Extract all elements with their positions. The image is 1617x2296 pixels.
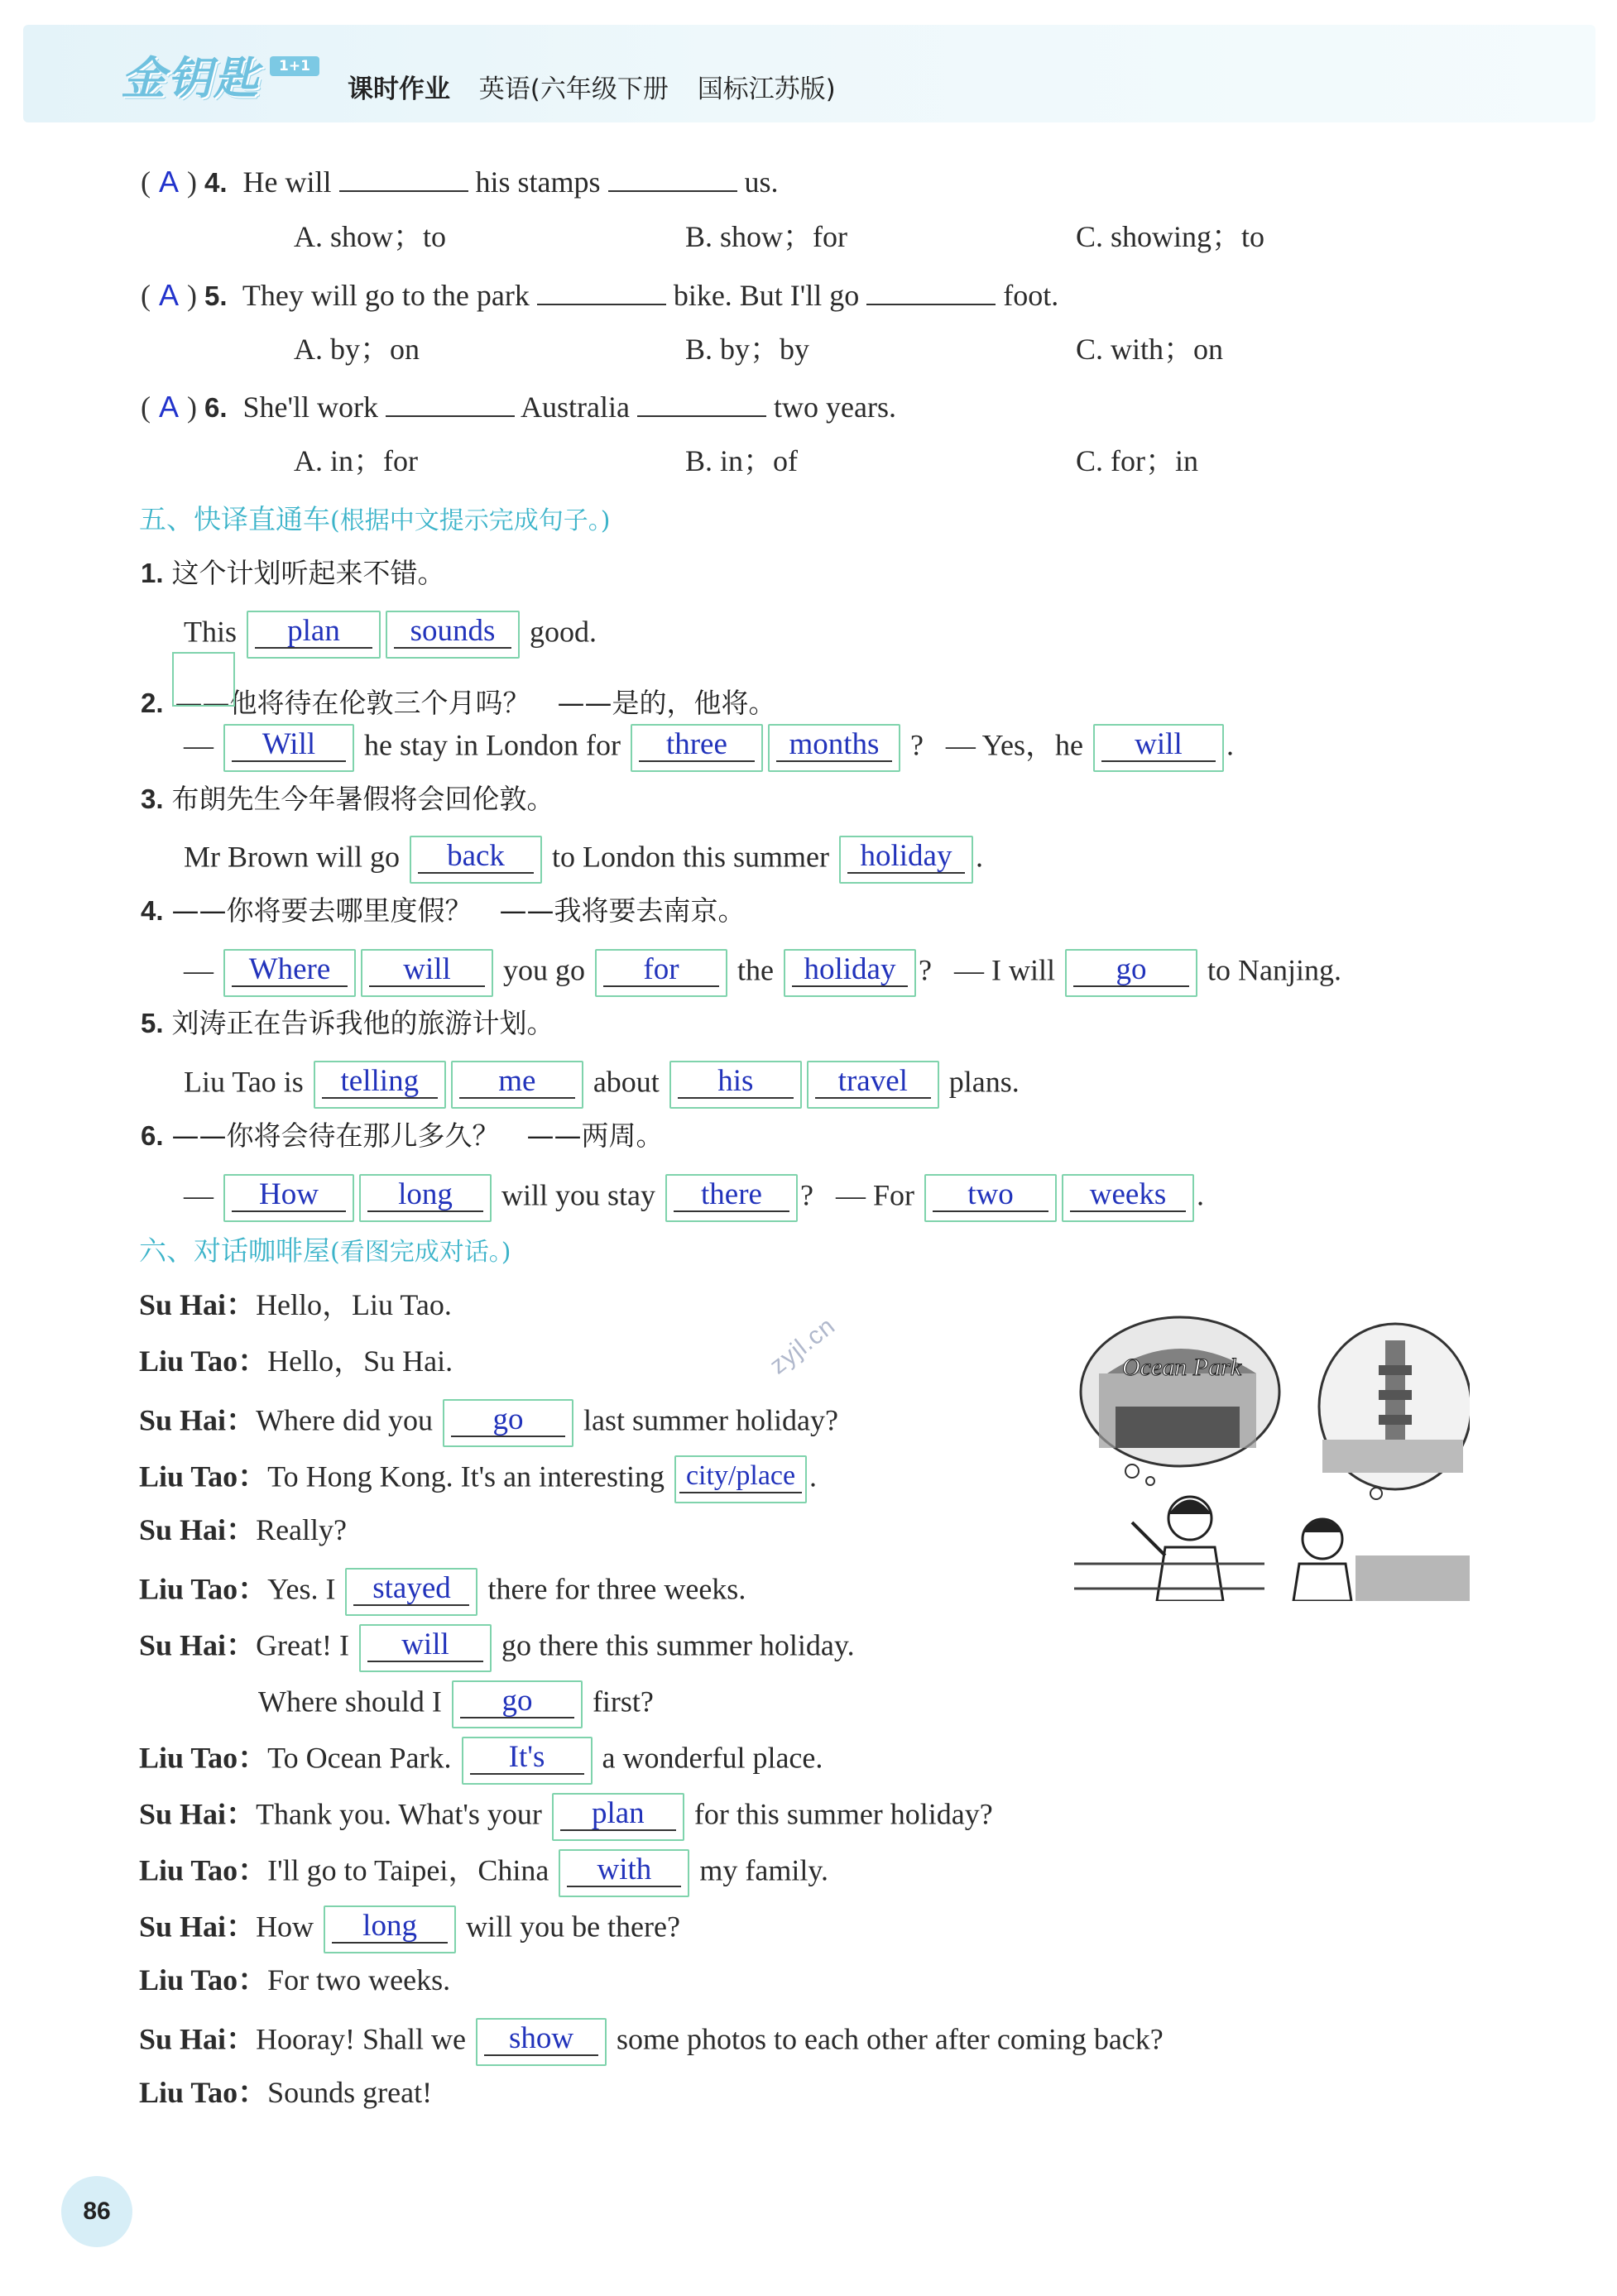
answer-box[interactable] bbox=[359, 1174, 492, 1222]
sentence-text: . bbox=[976, 840, 983, 874]
answer-box[interactable] bbox=[361, 949, 493, 997]
answer-text: there bbox=[674, 1179, 789, 1212]
answer-text: weeks bbox=[1070, 1179, 1186, 1212]
sentence-text: . bbox=[1197, 1178, 1204, 1212]
answer-box[interactable] bbox=[247, 611, 381, 659]
dialogue-line: Su Hai：Hooray! Shall we show some photos to each other after coming back? bbox=[139, 2018, 1164, 2066]
sentence-text: about bbox=[593, 1065, 660, 1099]
answer-text: show bbox=[484, 2023, 598, 2056]
answer-box[interactable] bbox=[223, 724, 354, 772]
answer-box[interactable] bbox=[314, 1061, 446, 1109]
question-number: 6. bbox=[204, 392, 228, 423]
paren-right: ) bbox=[187, 165, 197, 199]
answer-letter: A bbox=[158, 278, 179, 312]
sentence-text: he stay in London for bbox=[364, 728, 621, 762]
s5-item-2-prompt bbox=[141, 667, 776, 721]
blank-line bbox=[386, 387, 515, 417]
stem-text: foot. bbox=[1003, 279, 1059, 312]
dialogue-text: I'll go to Taipei，China bbox=[267, 1853, 549, 1887]
dialogue-line: Liu Tao：Yes. I stayed there for three weeks. bbox=[139, 1568, 746, 1616]
answer-box[interactable] bbox=[665, 1174, 798, 1222]
dialogue-text: How bbox=[256, 1910, 314, 1944]
option-b: B. in；of bbox=[685, 444, 799, 477]
answer-box[interactable] bbox=[784, 949, 916, 997]
answer-box[interactable] bbox=[631, 724, 763, 772]
sentence-text: plans. bbox=[948, 1065, 1020, 1099]
answer-text: his bbox=[678, 1066, 794, 1099]
sentence-text: Mr Brown will go bbox=[184, 840, 400, 874]
dialogue-text: some photos to each other after coming back? bbox=[617, 2022, 1164, 2056]
chinese-prompt: 刘涛正在告诉我他的旅游计划。 bbox=[171, 1007, 554, 1039]
dialogue-line: Liu Tao：Sounds great! bbox=[139, 2076, 433, 2109]
answer-box[interactable] bbox=[452, 1680, 583, 1728]
section-instructions: (根据中文提示完成句子。) bbox=[330, 506, 611, 535]
option-a: A. by；on bbox=[294, 333, 420, 366]
speaker-name: Su Hai bbox=[139, 1513, 227, 1546]
sentence-text: — For bbox=[835, 1178, 914, 1212]
speaker-name: Su Hai bbox=[139, 1288, 227, 1321]
answer-text: telling bbox=[322, 1066, 438, 1099]
answer-text: travel bbox=[815, 1066, 931, 1099]
speaker-name: Su Hai bbox=[139, 1910, 227, 1944]
s5-item-1-sentence bbox=[184, 611, 597, 659]
dialogue-text: Where did you bbox=[256, 1403, 433, 1437]
sentence-text: the bbox=[737, 953, 774, 987]
question-6 bbox=[141, 387, 896, 426]
chinese-prompt: ——你将会待在那儿多久？ ——两周。 bbox=[171, 1119, 664, 1152]
answer-box[interactable] bbox=[674, 1455, 807, 1503]
dialogue-text: Where should I bbox=[258, 1685, 442, 1718]
stem-text: bike. But I'll go bbox=[673, 279, 860, 312]
stem-text: us. bbox=[744, 165, 779, 199]
dialogue-text: first? bbox=[592, 1685, 654, 1718]
series-name: 课时作业 bbox=[348, 74, 450, 104]
hint-box bbox=[172, 652, 235, 707]
dialogue-text: there for three weeks. bbox=[487, 1572, 746, 1606]
dialogue-line: Su Hai：Hello，Liu Tao. bbox=[139, 1288, 452, 1321]
question-5 bbox=[141, 276, 1058, 314]
answer-text: will bbox=[367, 1629, 483, 1662]
answer-text: back bbox=[418, 841, 534, 874]
item-number: 1. bbox=[141, 558, 164, 588]
speaker-name: Liu Tao bbox=[139, 1853, 238, 1887]
s5-item-3-sentence bbox=[184, 836, 983, 884]
page-number: 86 bbox=[61, 2176, 132, 2247]
s5-item-5-sentence bbox=[184, 1061, 1020, 1109]
header-title bbox=[348, 68, 856, 105]
answer-box[interactable] bbox=[410, 836, 542, 884]
subject-name: 英语(六年级下册 bbox=[478, 74, 669, 104]
dialogue-text: a wonderful place. bbox=[602, 1741, 823, 1775]
dialogue-text: last summer holiday? bbox=[583, 1403, 838, 1437]
paren-left: ( bbox=[141, 165, 151, 199]
dialogue-text: Really? bbox=[256, 1513, 348, 1546]
dialogue-text: Sounds great! bbox=[267, 2076, 433, 2109]
paren-left: ( bbox=[141, 279, 151, 312]
brand-logo: 金钥匙 bbox=[121, 52, 260, 104]
chinese-prompt: 这个计划听起来不错。 bbox=[171, 557, 445, 589]
section-instructions: (看图完成对话。) bbox=[330, 1238, 511, 1267]
option-c: C. with；on bbox=[1076, 333, 1224, 366]
page-header bbox=[23, 25, 1595, 122]
stem-text: She'll work bbox=[242, 391, 379, 424]
sentence-text: to London this summer bbox=[552, 840, 829, 874]
sentence-text: This bbox=[184, 615, 238, 649]
item-number: 6. bbox=[141, 1120, 164, 1151]
answer-text: city/place bbox=[679, 1460, 802, 1493]
dialogue-line: Liu Tao：I'll go to Taipei，China with my family. bbox=[139, 1849, 828, 1897]
answer-box[interactable] bbox=[476, 2018, 607, 2066]
stem-text: They will go to the park bbox=[242, 279, 530, 312]
dialogue-text: go there this summer holiday. bbox=[501, 1628, 855, 1662]
answer-text: holiday bbox=[847, 841, 965, 874]
chinese-prompt: ——他将待在伦敦三个月吗？ ——是的，他将。 bbox=[175, 687, 776, 719]
dialogue-text: To Ocean Park. bbox=[267, 1741, 452, 1775]
dialogue-line: Liu Tao：Hello，Su Hai. bbox=[139, 1345, 453, 1378]
answer-box[interactable] bbox=[839, 836, 973, 884]
stem-text: his stamps bbox=[475, 165, 601, 199]
answer-text: for bbox=[603, 954, 719, 987]
option-a: A. show；to bbox=[294, 220, 447, 253]
speaker-name: Liu Tao bbox=[139, 1741, 238, 1775]
speaker-name: Su Hai bbox=[139, 1628, 227, 1662]
sentence-text: ? bbox=[909, 728, 924, 762]
sentence-text: — I will bbox=[953, 953, 1055, 987]
question-number: 5. bbox=[204, 280, 228, 311]
edition-name: 国标江苏版) bbox=[697, 74, 836, 104]
answer-text: months bbox=[776, 729, 892, 762]
answer-text: go bbox=[460, 1685, 574, 1718]
answer-text: long bbox=[332, 1910, 448, 1944]
speaker-name: Liu Tao bbox=[139, 1460, 238, 1493]
option-b: B. by；by bbox=[685, 333, 810, 366]
answer-text: go bbox=[451, 1404, 565, 1437]
answer-box[interactable] bbox=[223, 949, 356, 997]
dialogue-text: Hello，Liu Tao. bbox=[256, 1288, 452, 1321]
dialogue-text: for this summer holiday? bbox=[693, 1797, 993, 1831]
sentence-text: ? bbox=[918, 953, 932, 987]
option-b: B. show；for bbox=[685, 220, 847, 253]
speaker-name: Su Hai bbox=[139, 1797, 227, 1831]
item-number: 4. bbox=[141, 895, 164, 926]
answer-box[interactable] bbox=[552, 1793, 684, 1841]
answer-text: stayed bbox=[353, 1573, 469, 1606]
dialogue-line: Liu Tao：To Ocean Park. It's a wonderful place. bbox=[139, 1737, 823, 1785]
dialogue-line: Su Hai：Really? bbox=[139, 1513, 348, 1546]
answer-text: How bbox=[232, 1179, 346, 1212]
answer-text: It's bbox=[470, 1742, 584, 1775]
answer-box[interactable] bbox=[807, 1061, 939, 1109]
watermark: zyjl.cn bbox=[765, 1311, 841, 1380]
dialogue-text: will you be there? bbox=[466, 1910, 680, 1944]
answer-text: plan bbox=[560, 1798, 676, 1831]
option-c: C. showing；to bbox=[1076, 220, 1265, 253]
speaker-name: Liu Tao bbox=[139, 1345, 238, 1378]
sentence-text: Liu Tao is bbox=[184, 1065, 304, 1099]
stem-text: two years. bbox=[774, 391, 896, 424]
sentence-text: . bbox=[1226, 728, 1234, 762]
dialogue-line: Su Hai：Where did you go last summer holiday? bbox=[139, 1399, 838, 1447]
answer-text: me bbox=[459, 1066, 575, 1099]
stem-text: He will bbox=[242, 165, 332, 199]
s5-item-6-prompt bbox=[141, 1117, 664, 1154]
answer-letter: A bbox=[158, 165, 179, 199]
s5-item-1-prompt bbox=[141, 554, 445, 592]
blank-line bbox=[637, 387, 766, 417]
sentence-text: to Nanjing. bbox=[1207, 953, 1341, 987]
dialogue-text: Great! I bbox=[256, 1628, 349, 1662]
answer-box[interactable] bbox=[443, 1399, 573, 1447]
answer-text: go bbox=[1073, 954, 1189, 987]
sentence-text: will you stay bbox=[501, 1178, 655, 1212]
dialogue-text: For two weeks. bbox=[267, 1963, 451, 1996]
dialogue-line: Liu Tao：To Hong Kong. It's an interesting city/place . bbox=[139, 1455, 817, 1503]
sentence-text: — bbox=[184, 1178, 214, 1212]
item-number: 5. bbox=[141, 1008, 164, 1038]
answer-box[interactable] bbox=[386, 611, 520, 659]
answer-box[interactable] bbox=[1065, 949, 1197, 997]
brand-logo-tag: 1+1 bbox=[270, 56, 319, 76]
answer-box[interactable] bbox=[345, 1568, 477, 1616]
paren-right: ) bbox=[187, 279, 197, 312]
s5-item-4-sentence bbox=[184, 949, 1341, 997]
chinese-prompt: ——你将要去哪里度假？ ——我将要去南京。 bbox=[171, 894, 746, 927]
dialogue-text: . bbox=[809, 1460, 818, 1493]
dialogue-line: Liu Tao：For two weeks. bbox=[139, 1963, 451, 1996]
answer-text: will bbox=[369, 954, 485, 987]
blank-line bbox=[608, 162, 737, 192]
dialogue-text: Hooray! Shall we bbox=[256, 2022, 466, 2056]
speaker-name: Su Hai bbox=[139, 1403, 227, 1437]
answer-text: holiday bbox=[792, 954, 908, 987]
blank-line bbox=[339, 162, 468, 192]
answer-text: with bbox=[567, 1854, 681, 1887]
s5-item-2-sentence bbox=[184, 724, 1234, 772]
question-4 bbox=[141, 162, 779, 201]
dialogue-text: Thank you. What's your bbox=[256, 1797, 542, 1831]
sentence-text: good. bbox=[530, 615, 597, 649]
speaker-name: Liu Tao bbox=[139, 2076, 238, 2109]
dialogue-text: Hello，Su Hai. bbox=[267, 1345, 453, 1378]
answer-box[interactable] bbox=[223, 1174, 354, 1222]
answer-text: three bbox=[639, 729, 755, 762]
sentence-text: ? bbox=[800, 1178, 813, 1212]
dialogue-text: Yes. I bbox=[267, 1572, 336, 1606]
sentence-text: — Yes，he bbox=[945, 728, 1083, 762]
answer-box[interactable] bbox=[669, 1061, 802, 1109]
answer-box[interactable] bbox=[1062, 1174, 1194, 1222]
answer-box[interactable] bbox=[359, 1624, 492, 1672]
answer-box[interactable] bbox=[559, 1849, 689, 1897]
answer-text: two bbox=[933, 1179, 1048, 1212]
speaker-name: Liu Tao bbox=[139, 1963, 238, 1996]
answer-box[interactable] bbox=[324, 1905, 456, 1953]
dialogue-text: my family. bbox=[699, 1853, 829, 1887]
answer-text: sounds bbox=[394, 616, 511, 649]
answer-box[interactable] bbox=[595, 949, 727, 997]
dialogue-line: Su Hai：Thank you. What's your plan for this summer holiday? bbox=[139, 1793, 993, 1841]
dialogue-line: Su Hai：Great! I will go there this summer holiday. bbox=[139, 1624, 855, 1672]
section-5-title bbox=[139, 498, 610, 537]
answer-text: Will bbox=[232, 729, 346, 762]
question-number: 4. bbox=[204, 167, 228, 198]
answer-text: long bbox=[367, 1179, 483, 1212]
paren-left: ( bbox=[141, 391, 151, 424]
s5-item-4-prompt bbox=[141, 892, 746, 929]
answer-letter: A bbox=[158, 390, 179, 424]
answer-text: plan bbox=[255, 616, 372, 649]
answer-box[interactable] bbox=[462, 1737, 593, 1785]
stem-text: Australia bbox=[521, 391, 630, 424]
sentence-text: — bbox=[184, 728, 214, 762]
answer-box[interactable] bbox=[768, 724, 900, 772]
dialogue-line: Su Hai：How long will you be there? bbox=[139, 1905, 680, 1953]
ocean-park-sign: Ocean Park bbox=[1122, 1354, 1242, 1381]
section-title-text: 六、对话咖啡屋 bbox=[139, 1234, 330, 1267]
dialogue-line bbox=[258, 1680, 654, 1728]
answer-text: Where bbox=[232, 954, 348, 987]
item-number: 2. bbox=[141, 688, 164, 718]
option-a: A. in；for bbox=[294, 444, 418, 477]
option-c: C. for；in bbox=[1076, 444, 1198, 477]
s5-item-6-sentence bbox=[184, 1174, 1204, 1222]
answer-box[interactable] bbox=[924, 1174, 1057, 1222]
section-title-text: 五、快译直通车 bbox=[139, 503, 330, 535]
blank-line bbox=[537, 276, 666, 305]
chinese-prompt: 布朗先生今年暑假将会回伦敦。 bbox=[171, 783, 554, 815]
s5-item-3-prompt bbox=[141, 780, 554, 817]
item-number: 3. bbox=[141, 784, 164, 814]
s5-item-5-prompt bbox=[141, 1004, 554, 1042]
speaker-name: Su Hai bbox=[139, 2022, 227, 2056]
sentence-text: — bbox=[184, 953, 214, 987]
dialogue-text: To Hong Kong. It's an interesting bbox=[267, 1460, 665, 1493]
answer-box[interactable] bbox=[1093, 724, 1224, 772]
ocean-park-taipei-illustration bbox=[1074, 1316, 1470, 1601]
section-6-title bbox=[139, 1229, 511, 1268]
speaker-name: Liu Tao bbox=[139, 1572, 238, 1606]
paren-right: ) bbox=[187, 391, 197, 424]
blank-line bbox=[866, 276, 996, 305]
sentence-text: you go bbox=[503, 953, 585, 987]
answer-box[interactable] bbox=[451, 1061, 583, 1109]
answer-text: will bbox=[1101, 729, 1216, 762]
